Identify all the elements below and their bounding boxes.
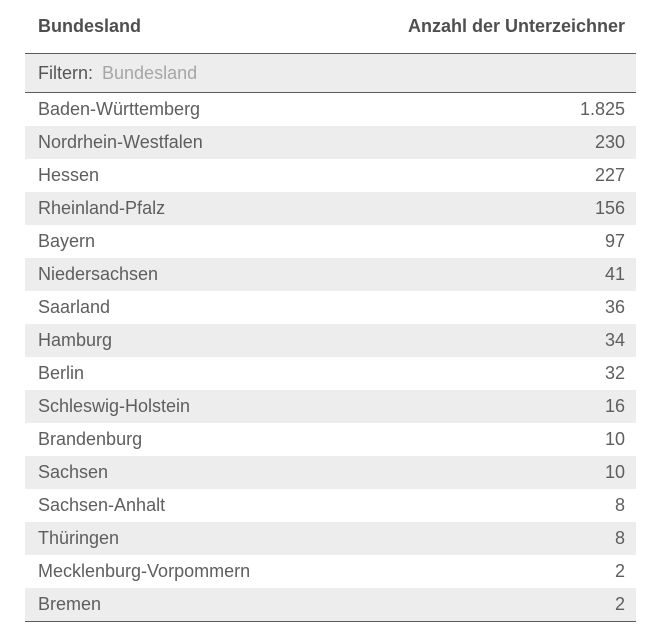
table-row <box>25 93 636 126</box>
table-row <box>25 588 636 621</box>
bundesland-cell: Rheinland-Pfalz <box>38 198 166 218</box>
anzahl-cell: 10 <box>604 462 625 482</box>
bundesland-cell: Nordrhein-Westfalen <box>38 132 203 152</box>
signers-by-state-table <box>25 0 636 622</box>
table-row <box>25 225 636 258</box>
table-row <box>25 126 636 159</box>
anzahl-cell: 36 <box>604 297 625 317</box>
bundesland-cell: Niedersachsen <box>38 264 159 284</box>
bundesland-cell: Baden-Württemberg <box>38 99 201 119</box>
filter-row <box>25 53 636 93</box>
table-row <box>25 258 636 291</box>
column-header-anzahl-der-unterzeichner[interactable]: Anzahl der Unterzeichner <box>407 16 625 36</box>
table-row <box>25 423 636 456</box>
anzahl-cell: 2 <box>614 561 625 581</box>
bundesland-cell: Saarland <box>38 297 111 317</box>
table-row <box>25 291 636 324</box>
bundesland-cell: Hessen <box>38 165 100 185</box>
bundesland-cell: Thüringen <box>38 528 120 548</box>
bundesland-cell: Brandenburg <box>38 429 143 449</box>
bundesland-cell: Mecklenburg-Vorpommern <box>38 561 251 581</box>
table-row <box>25 456 636 489</box>
table-row <box>25 357 636 390</box>
anzahl-cell: 97 <box>604 231 625 251</box>
table-body <box>25 93 636 622</box>
anzahl-cell: 8 <box>614 528 625 548</box>
table-row <box>25 489 636 522</box>
anzahl-cell: 8 <box>614 495 625 515</box>
table-row <box>25 522 636 555</box>
anzahl-cell: 230 <box>594 132 625 152</box>
table-header-row <box>25 0 636 53</box>
bundesland-cell: Berlin <box>38 363 85 383</box>
bundesland-cell: Schleswig-Holstein <box>38 396 191 416</box>
anzahl-cell: 1.825 <box>579 99 625 119</box>
filter-label: Filtern: <box>38 62 94 83</box>
bundesland-cell: Bayern <box>38 231 96 251</box>
table-row <box>25 192 636 225</box>
filter-input[interactable] <box>102 63 636 84</box>
column-header-bundesland[interactable]: Bundesland <box>38 16 142 36</box>
table-row <box>25 159 636 192</box>
table-row <box>25 555 636 588</box>
bundesland-cell: Sachsen-Anhalt <box>38 495 166 515</box>
anzahl-cell: 16 <box>604 396 625 416</box>
anzahl-cell: 2 <box>614 594 625 614</box>
anzahl-cell: 32 <box>604 363 625 383</box>
bundesland-cell: Sachsen <box>38 462 109 482</box>
anzahl-cell: 227 <box>594 165 625 185</box>
bundesland-cell: Bremen <box>38 594 102 614</box>
anzahl-cell: 34 <box>604 330 625 350</box>
anzahl-cell: 10 <box>604 429 625 449</box>
bundesland-cell: Hamburg <box>38 330 113 350</box>
anzahl-cell: 156 <box>594 198 625 218</box>
anzahl-cell: 41 <box>604 264 625 284</box>
table-row <box>25 324 636 357</box>
table-row <box>25 390 636 423</box>
